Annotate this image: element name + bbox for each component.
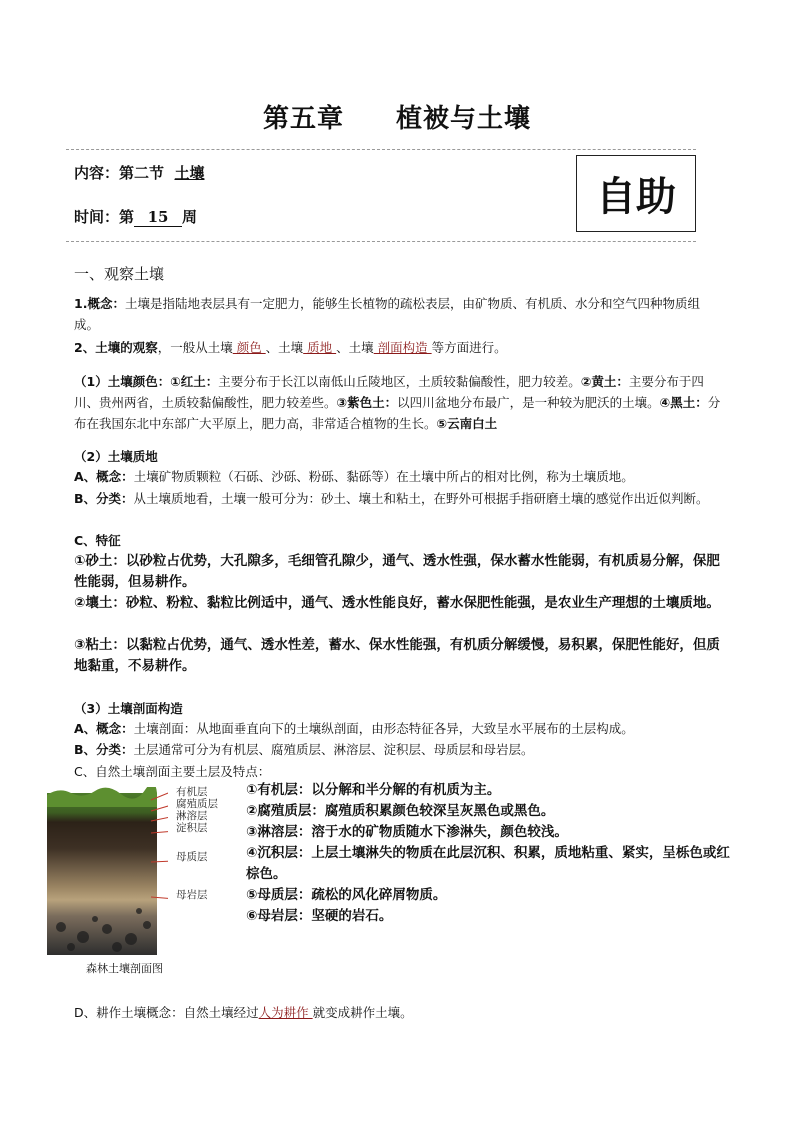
image-layer-labels bbox=[176, 786, 218, 901]
sandy-soil-feature: ①砂土：以砂粒占优势，大孔隙多，毛细管孔隙少，通气、透水性强，保水蓄水性能弱，有机质易分解，保肥性能弱，但易耕作。 bbox=[74, 553, 720, 590]
cultivated-text-1: D、耕作土壤概念：自然土壤经过 bbox=[74, 1005, 259, 1020]
observe-text-4: 等方面进行。 bbox=[431, 340, 507, 355]
divider-bottom bbox=[66, 241, 696, 242]
img-label-eluvial: 淋溶层 bbox=[176, 810, 208, 822]
concept-text: 土壤是指陆地表层具有一定肥力，能够生长植物的疏松表层，由矿物质、有机质、水分和空气四种物质组成。 bbox=[74, 296, 700, 332]
yellow-soil-text: 主要分布于四川、贵州两省，土质较黏偏酸性，肥力较差些。 bbox=[74, 374, 704, 410]
profile-heading: （3）土壤剖面构造 bbox=[74, 701, 183, 716]
chapter-number: 第五章 bbox=[262, 104, 344, 134]
loam-soil-feature: ②壤土：砂粒、粉粒、黏粒比例适中，通气、透水性能良好，蓄水保肥性能强，是农业生产理想的土壤质地。 bbox=[74, 595, 720, 611]
profile-concept bbox=[74, 718, 724, 739]
soil-color-label: （1）土壤颜色： bbox=[74, 374, 171, 389]
texture-concept-label: A、概念： bbox=[74, 469, 134, 484]
layer-eluvial: ③淋溶层：溶于水的矿物质随水下渗淋失，颜色较浅。 bbox=[246, 824, 568, 840]
purple-soil-text: 以四川盆地分布最广，是一种较为肥沃的土壤。 bbox=[397, 395, 660, 410]
texture-concept-text: 土壤矿物质颗粒（石砾、沙砾、粉砾、黏砾等）在土壤中所占的相对比例，称为土壤质地。 bbox=[133, 469, 634, 484]
observe-text-3: 、土壤 bbox=[336, 340, 374, 355]
layer-organic: ①有机层：以分解和半分解的有机质为主。 bbox=[246, 782, 501, 798]
section-heading: 一、观察土壤 bbox=[74, 265, 165, 283]
observe-label: 2、土壤的观察 bbox=[74, 340, 158, 355]
profile-class-text: 土层通常可分为有机层、腐殖质层、淋溶层、淀积层、母质层和母岩层。 bbox=[133, 742, 534, 757]
img-label-organic: 有机层 bbox=[176, 786, 208, 798]
img-label-parent-material: 母质层 bbox=[176, 851, 208, 863]
soil-layer-list bbox=[246, 780, 736, 927]
layer-deposit: ④沉积层：上层土壤淋失的物质在此层沉积、积累，质地粘重、紧实，呈栎色或红棕色。 bbox=[246, 845, 730, 882]
cultivated-text-2: 就变成耕作土壤。 bbox=[312, 1005, 413, 1020]
profile-concept-label: A、概念： bbox=[74, 721, 134, 736]
concept-paragraph bbox=[74, 293, 724, 335]
image-caption: 森林土壤剖面图 bbox=[86, 962, 163, 975]
img-label-humus: 腐殖质层 bbox=[176, 798, 218, 810]
clay-soil-feature: ③粘土：以黏粒占优势，通气、透水性差，蓄水、保水性能强，有机质分解缓慢，易积累，保肥性能好，但质地黏重，不易耕作。 bbox=[74, 637, 720, 674]
texture-heading: （2）土壤质地 bbox=[74, 449, 158, 464]
divider-top bbox=[66, 149, 696, 150]
content-label: 内容：第二节 bbox=[74, 164, 165, 182]
layer-bedrock: ⑥母岩层：坚硬的岩石。 bbox=[246, 908, 393, 924]
answer-color: 颜色 bbox=[232, 340, 266, 355]
texture-class-text: 从土壤质地看，土壤一般可分为：砂土、壤土和粘土，在野外可根据手指研磨土壤的感觉作出近似判断。 bbox=[133, 491, 709, 506]
layer-parent-material: ⑤母质层：疏松的风化碎屑物质。 bbox=[246, 887, 447, 903]
observe-paragraph bbox=[74, 337, 724, 358]
self-study-stamp: 自助 bbox=[576, 155, 696, 232]
black-soil-text: 分布在我国东北中东部广大平原上，肥力高，非常适合植物的生长。 bbox=[74, 395, 721, 431]
purple-soil-label: ③紫色土： bbox=[336, 395, 398, 410]
texture-classification bbox=[74, 488, 724, 509]
content-line bbox=[74, 162, 204, 183]
soil-color-paragraph bbox=[74, 371, 724, 434]
page-title bbox=[0, 98, 794, 135]
img-label-illuvial: 淀积层 bbox=[176, 822, 208, 834]
black-soil-label: ④黑土： bbox=[659, 395, 708, 410]
profile-layers-intro: C、自然土壤剖面主要土层及特点： bbox=[74, 764, 271, 779]
answer-human-cultivation: 人为耕作 bbox=[258, 1005, 313, 1020]
red-soil-label: ①红土： bbox=[170, 374, 219, 389]
profile-class-label: B、分类： bbox=[74, 742, 134, 757]
answer-profile: 剖面构造 bbox=[373, 340, 432, 355]
texture-class-label: B、分类： bbox=[74, 491, 134, 506]
observe-text-1: ，一般从土壤 bbox=[157, 340, 233, 355]
time-label: 时间：第 bbox=[74, 208, 135, 226]
profile-classification bbox=[74, 739, 724, 760]
layer-humus: ②腐殖质层：腐殖质积累颜色较深呈灰黑色或黑色。 bbox=[246, 803, 555, 819]
img-label-bedrock: 母岩层 bbox=[176, 889, 208, 901]
content-value: 土壤 bbox=[174, 164, 205, 182]
answer-texture: 质地 bbox=[303, 340, 337, 355]
white-soil-label: ⑤云南白土 bbox=[436, 416, 498, 431]
observe-text-2: 、土壤 bbox=[265, 340, 304, 355]
texture-features-label: C、特征 bbox=[74, 533, 121, 548]
cultivated-soil-concept bbox=[74, 1002, 724, 1023]
red-soil-text: 主要分布于长江以南低山丘陵地区，土质较黏偏酸性，肥力较差。 bbox=[218, 374, 581, 389]
chapter-name: 植被与土壤 bbox=[396, 104, 532, 134]
soil-profile-image bbox=[47, 787, 168, 955]
yellow-soil-label: ②黄土： bbox=[580, 374, 629, 389]
time-value: 15 bbox=[134, 208, 182, 227]
time-suffix: 周 bbox=[182, 208, 198, 226]
time-line bbox=[74, 206, 197, 227]
profile-concept-text: 土壤剖面：从地面垂直向下的土壤纵剖面，由形态特征各异，大致呈水平展布的土层构成。 bbox=[133, 721, 634, 736]
concept-label: 1.概念： bbox=[74, 296, 125, 311]
texture-concept bbox=[74, 466, 724, 487]
